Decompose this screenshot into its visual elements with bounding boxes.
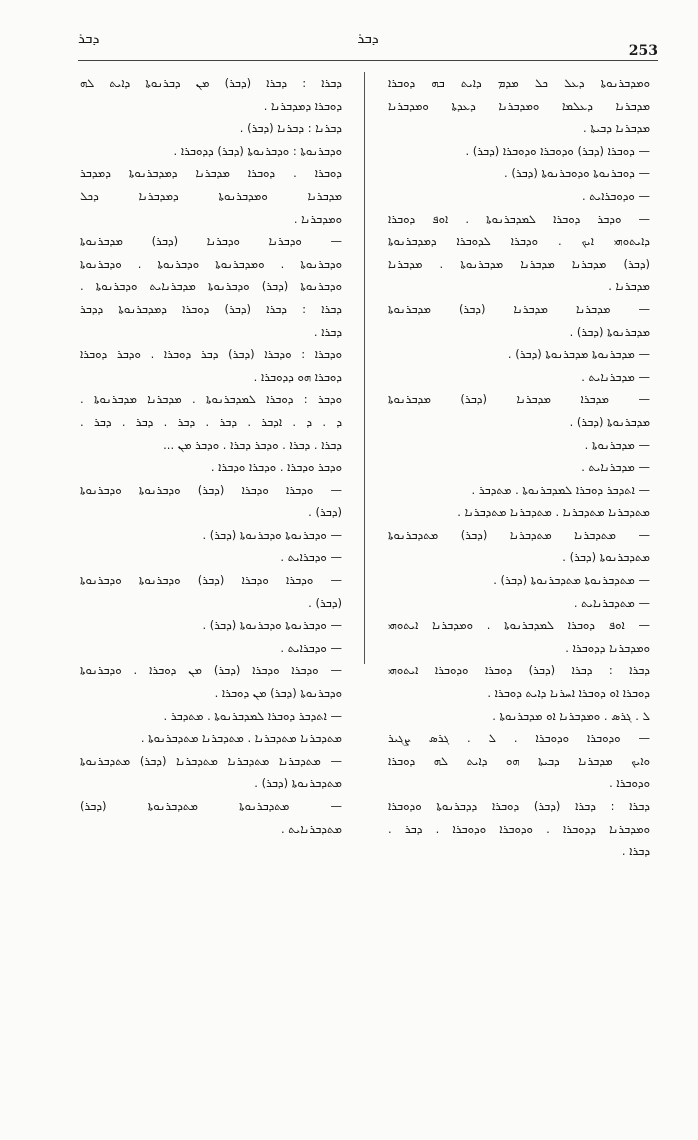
text-line: — ܡܕܒܪܢܐ ܡܕܒܪܢܐ (ܕܒܪ) ܡܕܒܪܢܘܬܐ: [388, 301, 650, 316]
text-line: — ܡܬܕܒܪܢܐ ܡܬܕܒܪܢܐ (ܕܒܪ) ܡܬܕܒܪܢܘܬܐ: [388, 527, 650, 542]
text-line: (ܕܒܪ) .: [308, 595, 342, 610]
text-line: ܡܕܒܪܢܐ ܘܡܕܒܪܢܘܬܐ ܕܡܕܒܪܢܐ ܕܟܠ: [80, 188, 342, 203]
text-line: ܕܒܪܐ . ܕܒܪܐ . ܘܕܒܪ ܕܒܪܐ . ܘܕܒܪ ܡܢ ...: [163, 437, 342, 452]
text-line: — ܡܬܕܒܪܢܐ ܡܬܕܒܪܢܐ ܡܬܕܒܪܢܐ (ܕܒܪ) ܡܬܕܒܪܢܘܬܐ: [80, 753, 342, 768]
right-column: [388, 72, 650, 863]
text-line: — ܘܕܒܪܐ ܘܕܒܪܐ (ܕܒܪ) ܘܕܒܪܢܘܬܐ ܘܕܒܪܢܘܬܐ: [80, 573, 342, 588]
text-line: ܘܕܒܪܢܘܬܐ : ܘܕܒܪܢܘܬܐ (ܕܒܪ) ܕܕܘܒܪܐ .: [173, 143, 342, 158]
text-line: ܕܒܪܐ .: [621, 844, 650, 859]
text-line: ܡܕܒܪܢܐ ܕܒܝܬܐ .: [583, 121, 650, 136]
text-line: ܘܕܒܪܢܘܬܐ (ܕܒܪ) ܘܕܒܪܢܘܬܐ ܡܕܒܪܢܐܝܬ ܘܕܒܪܢܘܬܐ .: [80, 279, 342, 294]
text-line: — ܐܘܦ ܕܘܒܪܐ ܠܡܕܒܪܢܘܬܐ . ܘܡܕܒܪܢܐ ܐܝܬܘܗܝ: [388, 618, 650, 633]
text-line: ܕܘܒܪܐ . ܕܘܒܪܐ ܡܕܒܪܢܐ ܕܡܕܒܪܢܘܬܐ ܕܡܕܒܪ: [80, 166, 342, 181]
text-line: ܘܕܒܪ ܘܕܒܪܐ . ܘܕܒܪܐ ܘܕܒܪܐ .: [210, 460, 342, 475]
text-line: ܡܬܕܒܪܢܘܬܐ (ܕܒܪ) .: [562, 550, 650, 565]
header-center-word: ܕܒܪ: [357, 31, 379, 47]
left-column: [80, 72, 342, 840]
text-line: ܘܡܕܒܪܢܐ ܕܕܘܒܪܐ .: [565, 640, 650, 655]
text-line: — ܘܕܒܪܢܘܬܐ ܘܕܒܪܢܘܬܐ (ܕܒܪ) .: [202, 618, 342, 633]
text-line: ܘܕܒܪܢܘܬܐ . ܘܡܕܒܪܢܘܬܐ ܘܕܒܪܢܘܬܐ . ܘܕܒܪܢܘܬܐ: [80, 256, 342, 271]
running-head: [78, 28, 658, 59]
text-line: ܘܕܒܪܐ : ܘܕܒܪܐ (ܕܒܪ) ܕܒܪ ܕܘܒܪܐ . ܘܕܒܪ ܕܘܒܪܐ: [80, 347, 342, 362]
text-line: (ܕܒܪ) ܡܕܒܪܢܐ ܡܕܒܪܢܐ ܡܕܒܪܢܘܬܐ . ܡܕܒܪܢܐ: [388, 256, 650, 271]
text-line: ܕܘܒܪܐ ܗܘ ܕܕܘܒܪܐ .: [253, 369, 342, 384]
text-line: — ܕܘܒܪܢܘܬܐ ܘܕܘܒܪܢܘܬܐ (ܕܒܪ) .: [504, 166, 650, 181]
text-line: — ܘܕܘܒܪܐ ܘܕܘܒܪܐ . ܠ . ܓܪܣ ܨܓܝܪ: [388, 731, 650, 746]
text-line: ܡܕܒܪܢܐ ܕܥܠܡܐ ܘܡܕܒܪܢܐ ܕܥܕܬܐ ܘܡܕܒܪܢܐ: [388, 98, 650, 113]
text-line: — ܐܬܕܒܪ ܕܘܒܪܐ ܠܡܕܒܪܢܘܬܐ . ܡܬܕܒܪ .: [471, 482, 650, 497]
text-line: — ܐܬܕܒܪ ܕܘܒܪܐ ܠܡܕܒܪܢܘܬܐ . ܡܬܕܒܪ .: [163, 708, 342, 723]
text-line: — ܘܕܒܪܐ ܘܕܒܪܐ (ܕܒܪ) ܘܕܒܪܢܘܬܐ ܘܕܒܪܢܘܬܐ: [80, 482, 342, 497]
text-line: ܕܒܪܐ .: [313, 324, 342, 339]
text-line: (ܕܒܪ) .: [308, 505, 342, 520]
text-line: ܕܒܪܐ : ܕܒܪܐ (ܕܒܪ) ܕܘܒܪܐ ܕܕܒܪܢܘܬܐ ܘܕܘܒܪܐ: [388, 799, 650, 813]
text-line: ܕ . ܕ . ܐܕܒܪ . ܕܒܪ . ܕܒܪ . ܕܒܪ . ܕܒܪ .: [80, 414, 342, 429]
text-line: — ܡܕܒܪܢܐܝܬ .: [581, 460, 650, 475]
text-line: ܘܕܘܒܪܐ .: [609, 776, 650, 791]
text-line: ܘܡܕܒܪܢܐ .: [293, 211, 342, 226]
text-line: ܕܒܪܐ : ܕܒܪܐ (ܕܒܪ) ܡܢ ܕܒܪܢܘܬܐ ܕܐܝܬ ܠܗ: [80, 76, 342, 90]
text-line: — ܘܕܒܪܐ ܘܕܒܪܐ (ܕܒܪ) ܡܢ ܕܘܒܪܐ . ܘܕܒܪܢܘܬܐ: [80, 663, 342, 678]
text-line: — ܘܕܒܪܐܝܬ .: [280, 640, 342, 655]
text-line: — ܘܕܒܪܐܝܬ .: [280, 550, 342, 565]
text-line: — ܡܬܕܒܪܢܘܬܐ ܡܬܕܒܪܢܘܬܐ (ܕܒܪ): [80, 799, 342, 813]
header-rule: [78, 60, 658, 61]
page-number: 253: [628, 43, 658, 59]
text-line: ܕܘܒܪܐ ܕܡܕܒܪܢܐ .: [263, 98, 342, 113]
text-line: ܡܬܕܒܪܢܘܬܐ (ܕܒܪ) .: [254, 776, 342, 791]
header-left-word: ܕܒܪ: [78, 31, 100, 47]
text-line: — ܘܕܘܒܪܐܝܬ .: [582, 188, 650, 203]
text-line: — ܘܕܒܪܢܐ ܘܕܒܪܢܐ (ܕܒܪ) ܡܕܒܪܢܘܬܐ: [80, 234, 342, 249]
text-line: — ܡܕܒܪܐ ܡܕܒܪܢܐ (ܕܒܪ) ܡܕܒܪܢܘܬܐ: [388, 392, 650, 407]
text-line: ܕܒܪܢܐ : ܕܒܪܢܐ (ܕܒܪ) .: [239, 121, 342, 136]
text-line: — ܘܕܒܪܢܘܬܐ ܘܕܒܪܢܘܬܐ (ܕܒܪ) .: [202, 527, 342, 542]
text-line: — ܡܕܒܪܢܘܬܐ ܡܕܒܪܢܘܬܐ (ܕܒܪ) .: [507, 347, 650, 362]
text-line: ܠ . ܓܪܣ . ܘܡܕܒܪܢܐ ܐܘ ܡܕܒܪܢܘܬܐ .: [492, 708, 650, 723]
text-line: ܘܡܕܒܪܢܘܬܐ ܕܥܠ ܟܠ ܡܕܡ ܕܐܝܬ ܒܗ ܕܘܒܪܐ: [388, 76, 650, 90]
text-line: — ܡܕܒܪܢܘܬܐ .: [584, 437, 650, 452]
text-line: ܘܐܝܟ ܡܕܒܪܢܐ ܕܒܝܬܐ ܗܘ ܕܐܝܬ ܠܗ ܕܘܒܪܐ: [388, 753, 650, 768]
text-line: ܘܡܕܒܪܢܐ ܕܕܘܒܪܐ . ܘܕܘܒܪܐ ܘܕܘܒܪܐ . ܕܒܪ .: [388, 821, 650, 836]
text-line: ܘܕܒܪܢܘܬܐ (ܕܒܪ) ܡܢ ܕܘܒܪܐ .: [214, 686, 342, 701]
text-line: — ܡܬܕܒܪܢܐܝܬ .: [573, 595, 650, 610]
text-line: ܕܒܪܐ : ܕܒܪܐ (ܕܒܪ) ܕܘܒܪܐ ܘܕܘܒܪܐ ܐܝܬܘܗܝ: [388, 663, 650, 678]
text-line: ܕܒܪܐ : ܕܒܪܐ (ܕܒܪ) ܕܘܒܪܐ ܕܡܕܒܪܢܘܬܐ ܕܕܒܪ: [80, 301, 342, 316]
text-line: ܡܬܕܒܪܢܐ ܡܬܕܒܪܢܐ . ܡܬܕܒܪܢܐ ܡܬܕܒܪܢܘܬܐ .: [140, 731, 342, 746]
text-line: ܡܕܒܪܢܘܬܐ (ܕܒܪ) .: [569, 324, 650, 339]
text-line: ܕܘܒܪܐ ܐܘ ܕܘܒܪܐ ܐܚܪܢܐ ܕܐܝܬ ܕܘܒܪܐ .: [487, 686, 650, 701]
text-line: — ܘܕܒܪ ܕܘܒܪܐ ܠܡܕܒܪܢܘܬܐ . ܐܘܦ ܕܘܒܪܐ: [388, 211, 650, 226]
text-line: ܡܕܒܪܢܐ .: [608, 279, 650, 294]
text-line: ܘܕܒܪ : ܕܘܒܪܐ ܠܡܕܒܪܢܘܬܐ . ܡܕܒܪܢܐ ܡܕܒܪܢܘܬܐ .: [80, 392, 342, 407]
text-line: — ܡܬܕܒܪܢܘܬܐ ܡܬܕܒܪܢܘܬܐ (ܕܒܪ) .: [493, 573, 650, 588]
text-line: ܕܐܝܬܘܗܝ ܐܝܟ . ܘܕܒܪܐ ܠܕܘܒܪܐ ܕܡܕܒܪܢܘܬܐ: [388, 234, 650, 249]
column-divider: [364, 72, 365, 664]
text-line: ܡܬܕܒܪܢܐ ܡܬܕܒܪܢܐ . ܡܬܕܒܪܢܐ ܡܬܕܒܪܢܐ .: [457, 505, 650, 520]
text-line: — ܡܕܒܪܢܐܝܬ .: [581, 369, 650, 384]
text-line: ܡܬܕܒܪܢܐܝܬ .: [280, 821, 342, 836]
text-line: — ܕܘܒܪܐ (ܕܒܪ) ܘܕܘܒܪܐ ܘܕܘܒܪܐ (ܕܒܪ) .: [465, 143, 650, 158]
text-line: ܡܕܒܪܢܘܬܐ (ܕܒܪ) .: [569, 414, 650, 429]
